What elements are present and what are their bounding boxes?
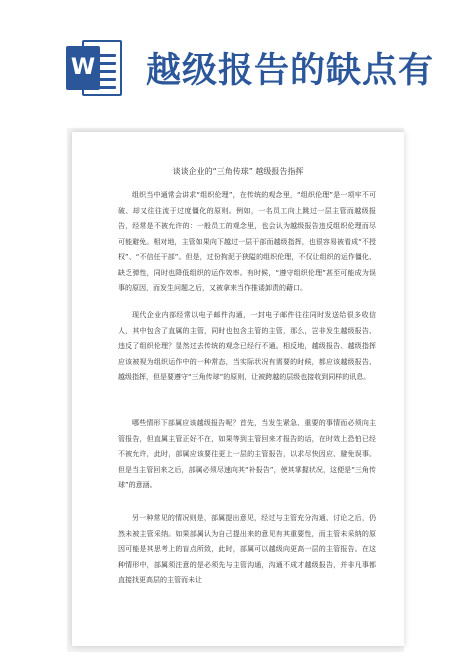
header-banner (0, 0, 474, 120)
paragraph: 另一种常见的情况则是，部属提出意见，经过与主管充分沟通、讨论之后，仍然未被主管采纳。如果部属认为自己提出来的意见有其重要性，而主管未采纳的原因可能是其思考上的盲点所致，此时，部属可以越级向更高一层的主管报告。在这种情形中，部属须注意的是必须先与主管沟通，沟通不成才越级报告，并非凡事都直接找更高层的主管而未让 (118, 514, 376, 584)
paragraph: 现代企业内部经常以电子邮件沟通，一封电子邮件往往同时发送给很多收信人，其中包含了直属的主管，同时也包含主管的主管，那么，岂非发生越级报告、违反了组织伦理？显然过去传统的观念已经行不通。相反地，越级报告、越级指挥应该被视为组织运作中的一种常态，当实际状况有需要的时候，都应该越级报告、越级指挥，但是要遵守“三角传球”的原则，让被跨越的层级也接收到同样的讯息。 (118, 311, 376, 381)
paragraph: 哪些情形下部属应该越级报告呢？首先，当发生紧急、重要的事情而必须向主管报告，但直属主管正好不在，如果等到主管回来才报告的话，在时效上恐怕已经不被允许，此时，部属应该要往更上一层的主管报告，以求尽快因应、避免误事。但是当主管回来之后，部属必须尽速向其“补报告”，使其掌握状况，这便是“三角传球”的意涵。 (118, 419, 376, 489)
page-title: 越级报告的缺点有 (146, 51, 435, 91)
paragraph: 组织当中通常会讲求“组织伦理”，在传统的观念里，“组织伦理”是一项牢不可破、却又往往流于过度僵化的原则。例如，一名员工向上跳过一层主管而越级报告，经常是不被允许的：一般员工的观念里，也会认为越级报告违反组织伦理而尽可能避免。相对地，主管如果向下越过一层干部而越级指挥，也很容易被看成“不授权”、“不信任干部”。但是，过份拘泥于狭隘的组织伦理，不仅让组织的运作僵化、缺乏弹性，同时也降低组织的运作效率。有时候，“遵守组织伦理”甚至可能成为误事的原因，而发生问题之后，又被拿来当作推诿卸责的藉口。 (118, 191, 376, 292)
document-title: 谈谈企业的“三角传球” 越级报告指挥 (172, 167, 304, 176)
document-page (72, 132, 404, 646)
word-letter: W (66, 46, 100, 90)
word-icon (66, 38, 124, 98)
